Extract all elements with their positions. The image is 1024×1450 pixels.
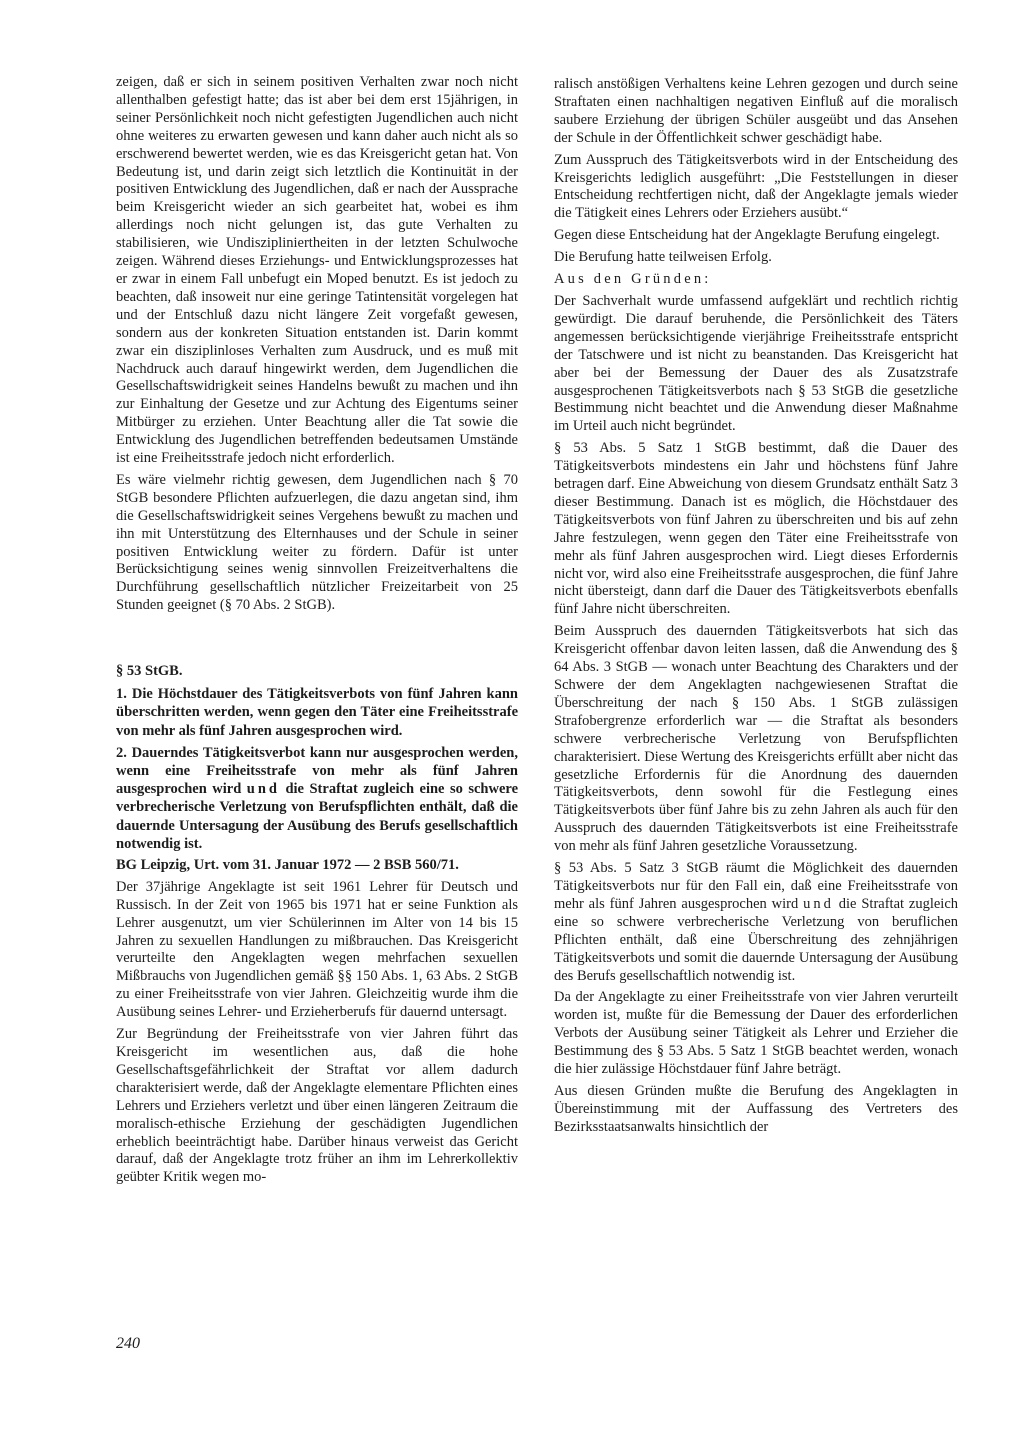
headnote-2-und: und — [246, 781, 280, 798]
right-para-7: Beim Ausspruch des dauernden Tätigkeitsverbots hat sich das Kreisgericht offenbar davon leiten lassen, daß die Anwendung des § 64 Abs. 3 StGB — wonach unter Beachtung des Charakters und der Schwere der dem Angeklagten nachgewiesenen Straftat die Überschreitung der nach § 150 Abs. 1 StGB zulässigen Strafobergrenze erforderlich war — die Straftat als besonders schwere verbrecherische Verletzung von Berufspflichten charakterisiert. Diese Wertung des Kreisgerichts erfüllt aber nicht das gesetzliche Erfordernis für die Anordnung des dauernden Tätigkeitsverbots, denn sowohl für die Festlegung eines Tätigkeitsverbots über fünf Jahre bis zu zehn Jahren als auch für den Ausspruch des dauernden Tätigkeitsverbots ist eine Freiheitsstrafe von mehr als fünf Jahren gesetzliche Voraussetzung. — [554, 623, 958, 855]
section-heading: § 53 StGB. — [116, 663, 183, 680]
right-para-2: Zum Ausspruch des Tätigkeitsverbots wird in der Entscheidung des Kreisgerichts lediglich ausgeführt: „Die Feststellungen in dieser Entscheidung rechtfertigen nicht, daß der Angeklagte jemals wieder die Tätigkeit eines Lehrers oder Erziehers ausübt.“ — [554, 151, 958, 222]
left-para-2: Es wäre vielmehr richtig gewesen, dem Jugendlichen nach § 70 StGB besondere Pflichten aufzuerlegen, die dazu angetan sind, ihm die Gesellschaftswidrigkeit seines Vergehens bewußt zu machen und ihn mit Unterstützung des Elternhauses und der Schule in seiner positiven Entwicklung weiter zu fördern. Dafür ist unter Berücksichtigung seines wenig sinnvollen Freizeitverhaltens die Durchführung gesellschaftlich nützlicher Freizeitarbeit von 25 Stunden geeignet (§ 70 Abs. 2 StGB). — [116, 471, 518, 614]
right-para-10: Aus diesen Gründen mußte die Berufung des Angeklagten in Übereinstimmung mit der Auffassung des Vertreters des Bezirksstaatsanwalts hinsichtlich der — [554, 1082, 958, 1135]
section-gap — [116, 619, 518, 663]
headnote-2 — [116, 744, 518, 853]
left-para-1: zeigen, daß er sich in seinem positiven Verhalten zwar noch nicht allenthalben gefestigt hatte; das ist aber bei dem erst 15jährigen, in seiner Persönlichkeit noch nicht gefestigten Jugendlichen auch nicht ohne weiteres zu erwarten gewesen und kann daher auch nicht als so erschwerend bewertet werden, wie es das Kreisgericht getan hat. Von Bedeutung ist, und darin zeigt sich letztlich die Kontinuität in der positiven Entwicklung des Jugendlichen, daß er nach der Aussprache beim Kreisgericht wieder an sich gearbeitet hat, wobei es ihm allerdings noch nicht gelungen ist, das gute Verhalten zu stabilisieren, wie Undiszipliniertheiten in der letzten Schulwoche zeigen. Während dieses Erziehungs- und Entwicklungsprozesses hat er zwar in einem Fall unbefugt ein Moped benutzt. Es ist jedoch zu beachten, daß insoweit nur eine geringe Tatintensität vorgelegen hat und der Entschluß dazu nicht längere Zeit vorgefaßt gewesen, sondern aus der konkreten Situation entstanden ist. Darin kommt zwar ein disziplinloses Verhalten zum Ausdruck, und es muß mit Nachdruck auch darauf hingewirkt werden, dem Jugendlichen die Gesellschaftswidrigkeit seines Handelns bewußt zu machen und ihn zur Einhaltung der Gesetze und zur Achtung des Eigentums seiner Mitbürger zu erziehen. Unter Beachtung aller die Tat sowie die Entwicklung des Jugendlichen betreffenden bedeutsamen Umstände ist eine Freiheitsstrafe jedoch nicht erforderlich. — [116, 74, 518, 467]
page-number: 240 — [116, 1335, 140, 1352]
court-citation: BG Leipzig, Urt. vom 31. Januar 1972 — 2 BSB 560/71. — [116, 856, 459, 873]
right-para-3: Gegen diese Entscheidung hat der Angeklagte Berufung eingelegt. — [554, 227, 940, 244]
headnote-2-part-b: die Straftat zugleich eine so schwere verbrecherische Verletzung von Berufspflichten enthält, daß die dauernde Untersagung der Ausübung des Berufs gesellschaftlich notwendig ist. — [116, 781, 519, 852]
left-column — [116, 74, 518, 1191]
right-para-5: Der Sachverhalt wurde umfassend aufgeklärt und rechtlich richtig gewürdigt. Die darauf beruhende, die Persönlichkeit des Täters angemessen berücksichtigende vierjährige Freiheitsstrafe entspricht der Tatschwere und ist nicht zu beanstanden. Das Kreisgericht hat aber bei der Bemessung der Dauer des als Zusatzstrafe ausgesprochenen Tätigkeitsverbots nach § 53 StGB die gesetzliche Bestimmung nicht beachtet und die Anwendung dieser Maßnahme im Urteil auch nicht begründet. — [554, 292, 958, 435]
left-para-4: Zur Begründung der Freiheitsstrafe von vier Jahren führt das Kreisgericht im wesentlichen aus, daß die hohe Gesellschaftsgefährlichkeit der Straftat vor allem dadurch charakterisiert werde, daß der Angeklagte elementare Pflichten eines Lehrers und Erziehers verletzt und über einen längeren Zeitraum die moralisch-ethische Erziehung der geschädigten Jugendlichen erheblich beeinträchtigt habe. Darüber hinaus verweist das Gericht darauf, daß der Angeklagte trotz früher an ihm im Lehrerkollektiv geübter Kritik wegen mo- — [116, 1026, 518, 1186]
headnote-1: 1. Die Höchstdauer des Tätigkeitsverbots von fünf Jahren kann überschritten werden, wenn gegen den Täter eine Freiheitsstrafe von mehr als fünf Jahren ausgesprochen wird. — [116, 686, 518, 739]
right-para-1: ralisch anstößigen Verhaltens keine Lehren gezogen und durch seine Straftaten einen nachhaltigen negativen Einfluß auf die moralisch saubere Erziehung der übrigen Schüler ausgeübt und das Ansehen der Schule in der Öffentlichkeit schwer geschädigt habe. — [554, 76, 958, 146]
reasons-heading: Aus den Gründen: — [554, 271, 712, 288]
right-para-4: Die Berufung hatte teilweisen Erfolg. — [554, 249, 772, 266]
right-para-8 — [554, 860, 958, 985]
left-para-3: Der 37jährige Angeklagte ist seit 1961 Lehrer für Deutsch und Russisch. In der Zeit von 1965 bis 1971 hat er seine Funktion als Lehrer ausgenutzt, um vier Schülerinnen im Alter von 14 bis 15 Jahren zu sexuellen Handlungen zu mißbrauchen. Das Kreisgericht verurteilte den Angeklagten wegen mehrfachen sexuellen Mißbrauchs von Jugendlichen gemäß §§ 150 Abs. 1, 63 Abs. 2 StGB zu einer Freiheitsstrafe von vier Jahren. Gleichzeitig wurde ihm die Ausübung seines Lehrer- und Erzieherberufs für dauernd untersagt. — [116, 878, 518, 1021]
right-para-9: Da der Angeklagte zu einer Freiheitsstrafe von vier Jahren verurteilt worden ist, mußte für die Bemessung der Dauer des erforderlichen Verbots der Ausübung seiner Tätigkeit als Lehrer und Erzieher die Bestimmung des § 53 Abs. 5 Satz 1 StGB beachtet werden, wonach die hier zulässige Höchstdauer fünf Jahre beträgt. — [554, 989, 958, 1078]
headnote-2-part-a: 2. Dauerndes Tätigkeitsverbot kann nur ausgesprochen werden, wenn eine Freiheitsstrafe von mehr als fünf Jahren ausgesprochen wird — [116, 744, 518, 798]
right-para-8-part-b: die Straftat zugleich eine so schwere verbrecherische Verletzung von beruflichen Pflichten enthält, daß eine Überschreitung des zehnjährigen Tätigkeitsverbots und somit die dauernde Untersagung der Ausübung des Berufs gesellschaftlich notwendig ist. — [554, 895, 959, 984]
right-para-8-und: und — [803, 895, 834, 912]
right-column — [554, 76, 958, 1141]
right-para-6: § 53 Abs. 5 Satz 1 StGB bestimmt, daß die Dauer des Tätigkeitsverbots mindestens ein Jahr und höchstens fünf Jahre betragen darf. Eine Abweichung von diesem Grundsatz enthält Satz 3 dieser Bestimmung. Danach ist es möglich, die Höchstdauer des Tätigkeitsverbots von fünf Jahren zu überschreiten und bis auf zehn Jahre festzulegen, wenn gegen den Täter eine Freiheitsstrafe von mehr als fünf Jahren ausgesprochen wird. Liegt dieses Erfordernis nicht vor, wird also eine Freiheitsstrafe ausgesprochen, die fünf Jahre nicht übersteigt, dann darf die Dauer des Tätigkeitsverbots ebenfalls fünf Jahre nicht überschreiten. — [554, 440, 958, 618]
right-para-8-part-a: § 53 Abs. 5 Satz 3 StGB räumt die Möglichkeit des dauernden Tätigkeitsverbots nur für den Fall ein, daß eine Freiheitsstrafe von mehr als fünf Jahren ausgesprochen wird — [554, 860, 958, 912]
